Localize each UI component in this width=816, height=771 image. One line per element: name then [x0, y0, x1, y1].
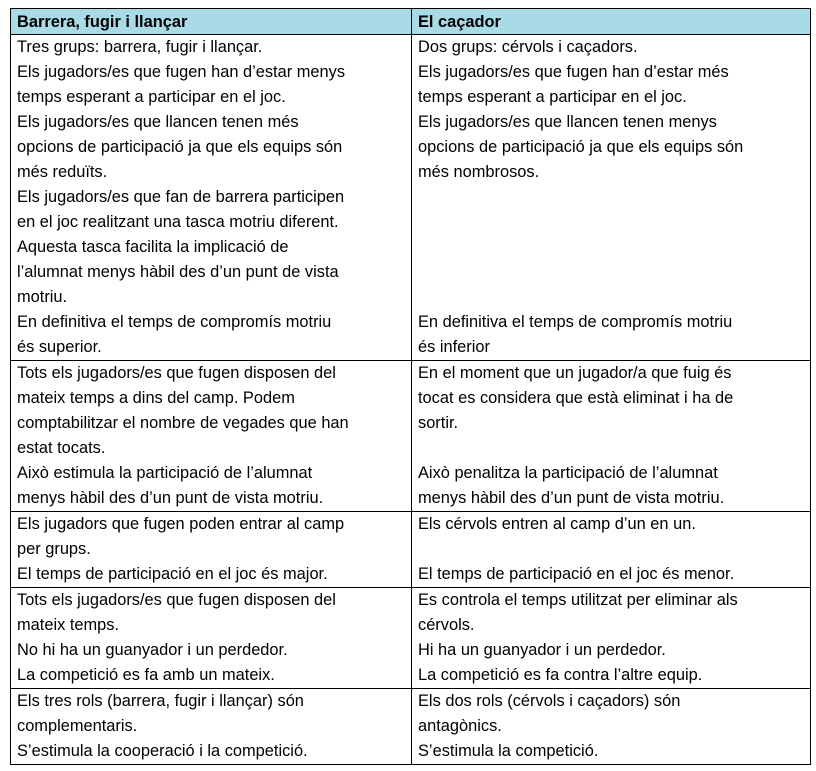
cell-text-line: en el joc realitzant una tasca motriu diferent.: [17, 213, 339, 231]
cell-barrera: [11, 35, 412, 361]
cell-cacador: [412, 35, 811, 361]
cell-text-line: El temps de participació en el joc és menor.: [418, 565, 735, 583]
table-row: [11, 512, 811, 588]
cell-text-line: No hi ha un guanyador i un perdedor.: [17, 641, 288, 659]
cell-text-line: l’alumnat menys hàbil des d’un punt de vista: [17, 263, 339, 281]
cell-text-line: és superior.: [17, 338, 102, 356]
cell-text-line: és inferior: [418, 338, 490, 356]
cell-text-line: La competició es fa amb un mateix.: [17, 666, 275, 684]
cell-text-line: [418, 185, 804, 210]
cell-text-line: Aquesta tasca facilita la implicació de: [17, 238, 289, 256]
cell-cacador: [412, 512, 811, 588]
table-row: [11, 35, 811, 361]
cell-text-line: Això estimula la participació de l’alumnat: [17, 464, 313, 482]
cell-text-line: estat tocats.: [17, 439, 106, 457]
cell-text-line: [418, 436, 804, 461]
cell-text-line: En el moment que un jugador/a que fuig és: [418, 364, 732, 382]
table-row: [11, 588, 811, 689]
cell-text-line: [418, 235, 804, 260]
cell-text-line: tocat es considera que està eliminat i ha de: [418, 389, 734, 407]
cell-text-line: per grups.: [17, 540, 91, 558]
cell-text-line: En definitiva el temps de compromís motriu: [418, 313, 733, 331]
cell-barrera: [11, 588, 412, 689]
cell-text-line: [418, 285, 804, 310]
cell-text-line: cérvols.: [418, 616, 475, 634]
cell-text-line: Es controla el temps utilitzat per eliminar als: [418, 591, 738, 609]
cell-text-line: mateix temps a dins del camp. Podem: [17, 389, 295, 407]
header-row: [11, 9, 811, 35]
cell-text-line: sortir.: [418, 414, 459, 432]
cell-text-line: opcions de participació ja que els equips són: [17, 138, 343, 156]
table-row: [11, 361, 811, 512]
cell-text-line: menys hàbil des d’un punt de vista motriu.: [418, 489, 725, 507]
cell-text-line: motriu.: [17, 288, 68, 306]
cell-text-line: S’estimula la cooperació i la competició.: [17, 742, 308, 760]
cell-text-line: [418, 537, 804, 562]
cell-text-line: Els jugadors/es que fugen han d’estar menys: [17, 63, 346, 81]
cell-text-line: La competició es fa contra l’altre equip.: [418, 666, 703, 684]
cell-text-line: opcions de participació ja que els equips són: [418, 138, 744, 156]
table-body: [11, 35, 811, 765]
cell-text-line: comptabilitzar el nombre de vegades que han: [17, 414, 349, 432]
cell-text-line: Els jugadors/es que fugen han d’estar més: [418, 63, 729, 81]
cell-text-line: Els jugadors/es que llancen tenen més: [17, 113, 299, 131]
cell-text-line: Els jugadors/es que fan de barrera participen: [17, 188, 345, 206]
cell-barrera: [11, 512, 412, 588]
cell-text-line: Els dos rols (cérvols i caçadors) són: [418, 692, 681, 710]
comparison-table: [10, 8, 811, 765]
cell-text-line: Tots els jugadors/es que fugen disposen del: [17, 364, 336, 382]
header-cell-cacador: El caçador: [412, 9, 811, 35]
cell-cacador: [412, 689, 811, 765]
cell-text-line: Hi ha un guanyador i un perdedor.: [418, 641, 666, 659]
cell-text-line: Els jugadors/es que llancen tenen menys: [418, 113, 717, 131]
cell-barrera: [11, 361, 412, 512]
cell-text-line: Els cérvols entren al camp d’un en un.: [418, 515, 696, 533]
cell-text-line: Això penalitza la participació de l’alumnat: [418, 464, 718, 482]
cell-text-line: S’estimula la competició.: [418, 742, 599, 760]
cell-text-line: antagònics.: [418, 717, 502, 735]
cell-text-line: menys hàbil des d’un punt de vista motriu.: [17, 489, 324, 507]
cell-cacador: [412, 361, 811, 512]
cell-text-line: temps esperant a participar en el joc.: [17, 88, 286, 106]
cell-text-line: [418, 210, 804, 235]
table-row: [11, 689, 811, 765]
cell-barrera: [11, 689, 412, 765]
cell-text-line: Tots els jugadors/es que fugen disposen del: [17, 591, 336, 609]
cell-text-line: temps esperant a participar en el joc.: [418, 88, 687, 106]
cell-text-line: El temps de participació en el joc és major.: [17, 565, 328, 583]
cell-text-line: Els tres rols (barrera, fugir i llançar) són: [17, 692, 304, 710]
cell-text-line: més nombrosos.: [418, 163, 540, 181]
header-cell-barrera: Barrera, fugir i llançar: [11, 9, 412, 35]
cell-cacador: [412, 588, 811, 689]
cell-text-line: complementaris.: [17, 717, 138, 735]
cell-text-line: En definitiva el temps de compromís motriu: [17, 313, 332, 331]
cell-text-line: més reduïts.: [17, 163, 108, 181]
cell-text-line: Dos grups: cérvols i caçadors.: [418, 38, 638, 56]
cell-text-line: [418, 260, 804, 285]
cell-text-line: mateix temps.: [17, 616, 120, 634]
cell-text-line: Tres grups: barrera, fugir i llançar.: [17, 38, 263, 56]
cell-text-line: Els jugadors que fugen poden entrar al camp: [17, 515, 345, 533]
